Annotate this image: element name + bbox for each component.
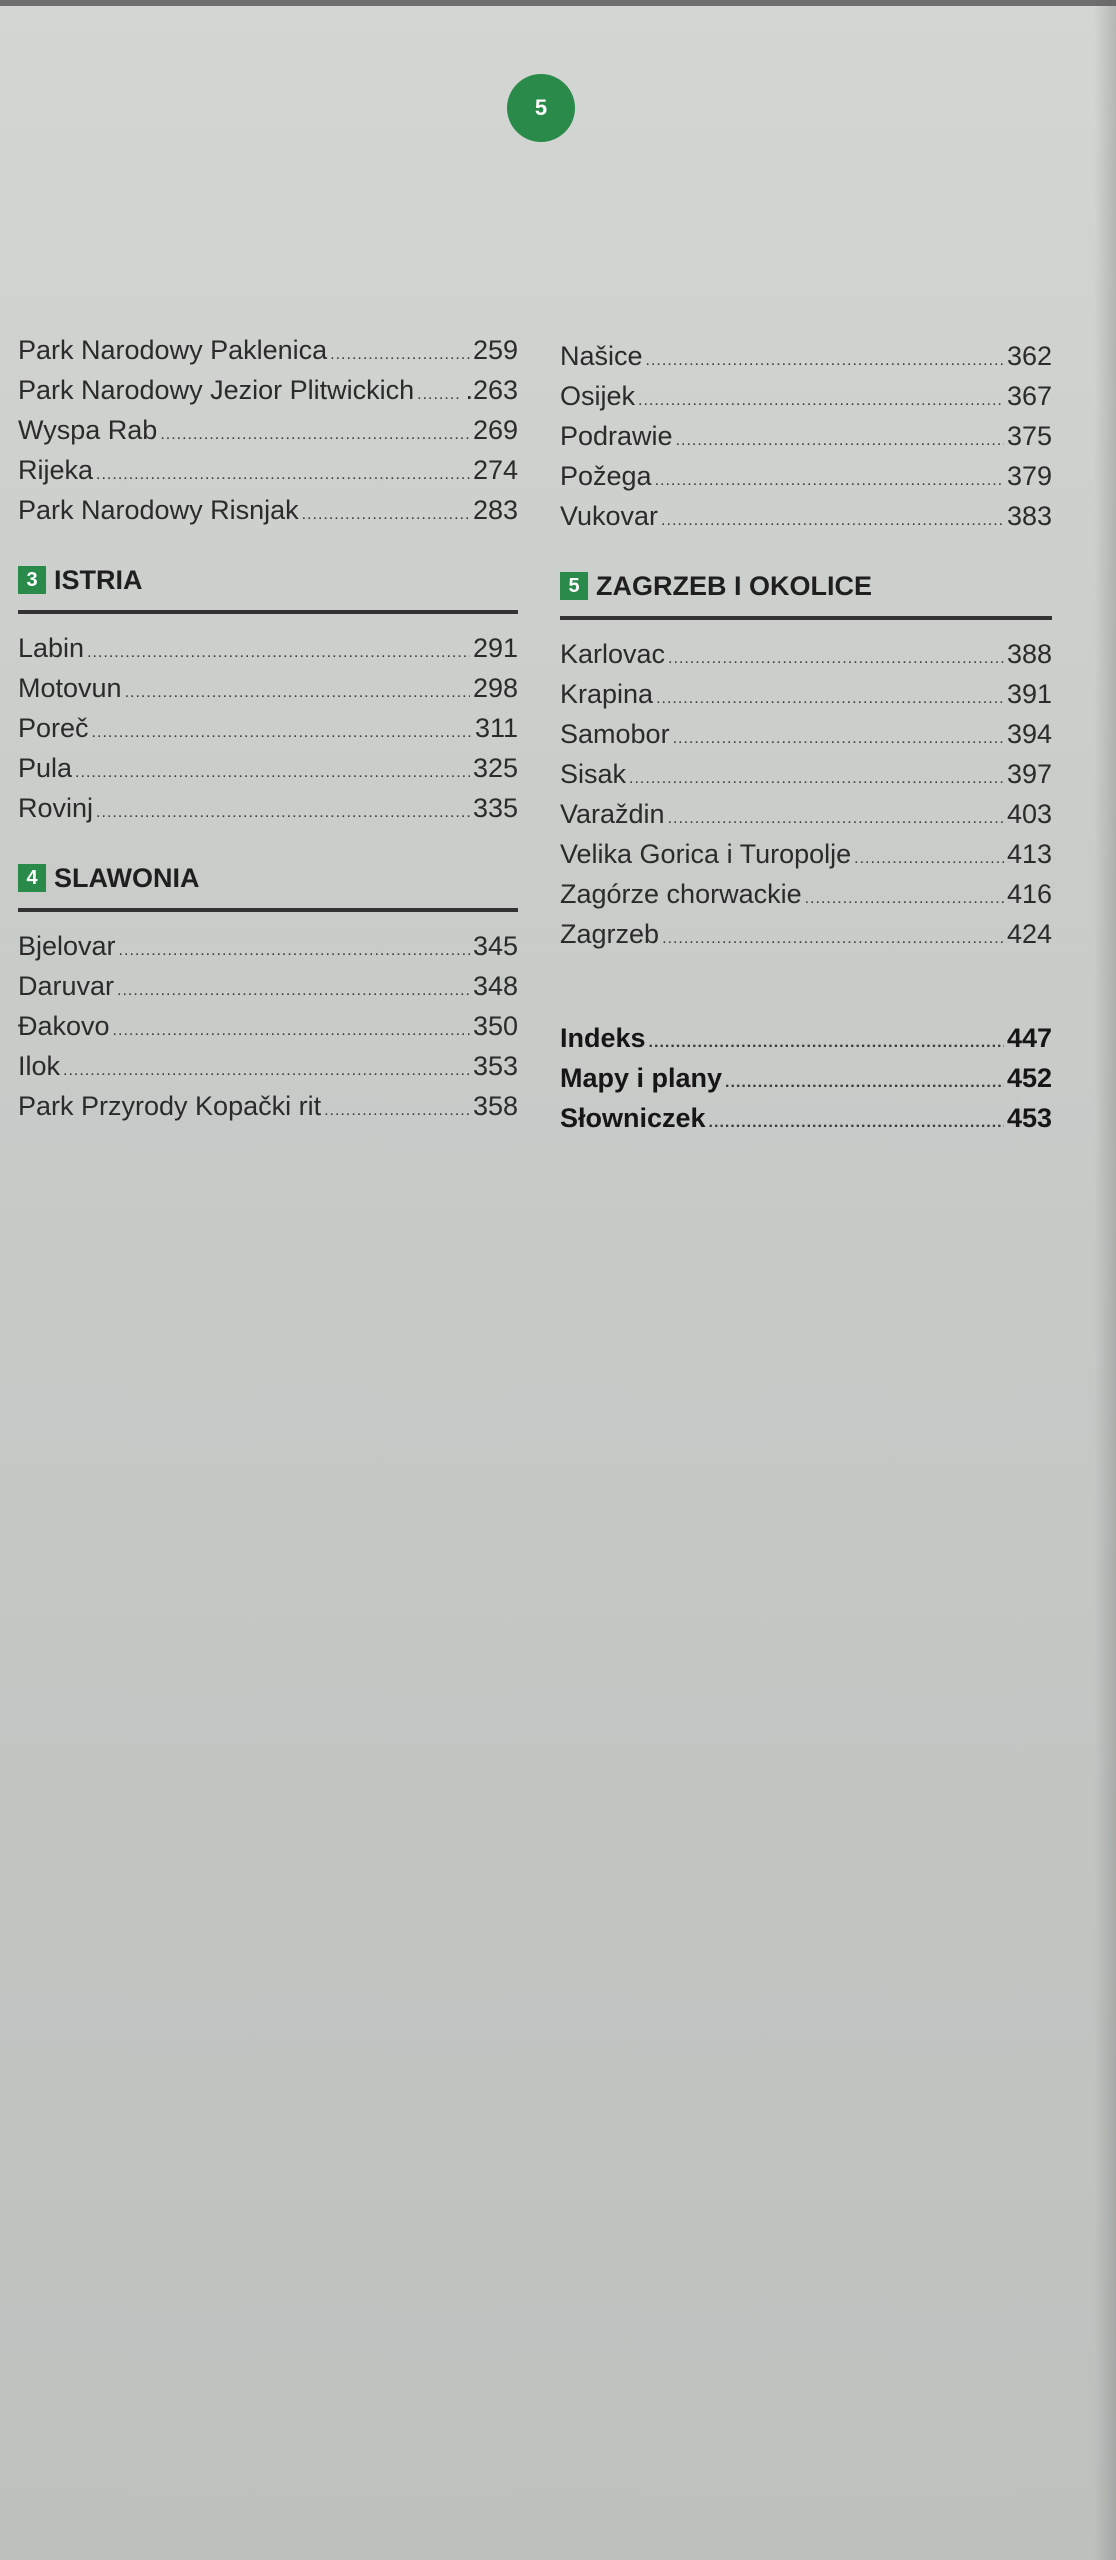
- section-title: SLAWONIA: [54, 862, 200, 893]
- toc-entry[interactable]: [560, 1018, 1052, 1058]
- toc-entry[interactable]: [560, 714, 1052, 754]
- toc-entry-page-number: 447: [1006, 1023, 1052, 1053]
- toc-entry[interactable]: [560, 794, 1052, 834]
- toc-entry[interactable]: [18, 370, 518, 410]
- toc-entry-page-number: 259: [472, 335, 518, 365]
- toc-entry-title: Karlovac: [560, 639, 666, 669]
- toc-entry-page-number: 269: [472, 415, 518, 445]
- toc-entry-title: Požega: [560, 461, 652, 491]
- toc-group-zagrzeb: [560, 634, 1052, 954]
- toc-entry-page-number: 388: [1006, 639, 1052, 669]
- toc-entry[interactable]: [18, 410, 518, 450]
- toc-entry[interactable]: [18, 788, 518, 828]
- toc-entry[interactable]: [560, 1098, 1052, 1138]
- toc-group-continued-right: [560, 336, 1052, 536]
- toc-entry-title: Rijeka: [18, 455, 94, 485]
- toc-entry-title: Krapina: [560, 679, 654, 709]
- toc-entry-page-number: 379: [1006, 461, 1052, 491]
- toc-entry-page-number: 311: [474, 713, 518, 743]
- toc-entry-title: Velika Gorica i Turopolje: [560, 839, 852, 869]
- toc-entry-page-number: 362: [1006, 341, 1052, 371]
- toc-entry-title: Park Narodowy Risnjak: [18, 495, 299, 525]
- toc-entry-page-number: 283: [472, 495, 518, 525]
- toc-entry-page-number: 383: [1006, 501, 1052, 531]
- toc-entry-title: Samobor: [560, 719, 670, 749]
- toc-entry-page-number: 274: [472, 455, 518, 485]
- dot-leader: [417, 375, 462, 415]
- section-title: ISTRIA: [54, 564, 143, 595]
- dot-leader: [655, 461, 1004, 501]
- toc-entry[interactable]: [18, 628, 518, 668]
- toc-entry-title: Mapy i plany: [560, 1063, 723, 1093]
- toc-group-continued: [18, 330, 518, 530]
- dot-leader: [324, 1091, 470, 1131]
- section-heading-slawonia: [18, 856, 518, 900]
- dot-leader: [119, 931, 470, 971]
- toc-group-back-matter: [560, 1018, 1052, 1138]
- toc-left-column: [18, 330, 518, 1126]
- dot-leader: [709, 1103, 1004, 1143]
- toc-entry[interactable]: [560, 674, 1052, 714]
- toc-entry-title: Wyspa Rab: [18, 415, 158, 445]
- toc-entry-title: Zagrzeb: [560, 919, 660, 949]
- section-heading-zagrzeb: [560, 564, 1052, 608]
- toc-entry[interactable]: [560, 336, 1052, 376]
- toc-entry[interactable]: [560, 634, 1052, 674]
- toc-entry-title: Podrawie: [560, 421, 673, 451]
- toc-entry-title: Daruvar: [18, 971, 115, 1001]
- toc-entry[interactable]: [560, 416, 1052, 456]
- dot-leader: [661, 501, 1004, 541]
- toc-entry[interactable]: [18, 490, 518, 530]
- toc-entry-page-number: 397: [1006, 759, 1052, 789]
- toc-entry-page-number: 298: [472, 673, 518, 703]
- dot-leader: [673, 719, 1004, 759]
- toc-entry[interactable]: [18, 966, 518, 1006]
- section-rule: [18, 908, 518, 912]
- page-top-edge: [0, 0, 1116, 6]
- toc-entry-page-number: 350: [472, 1011, 518, 1041]
- toc-entry-page-number: 413: [1006, 839, 1052, 869]
- dot-leader: [676, 421, 1004, 461]
- toc-entry-title: Vukovar: [560, 501, 659, 531]
- toc-entry[interactable]: [560, 874, 1052, 914]
- toc-entry-page-number: 335: [472, 793, 518, 823]
- toc-entry[interactable]: [18, 708, 518, 748]
- toc-group-istria: [18, 628, 518, 828]
- toc-group-slawonia: [18, 926, 518, 1126]
- section-title: ZAGRZEB I OKOLICE: [596, 570, 872, 601]
- toc-entry-page-number: 325: [472, 753, 518, 783]
- toc-entry-title: Osijek: [560, 381, 636, 411]
- toc-entry-page-number: 375: [1006, 421, 1052, 451]
- toc-entry-page-number: 348: [472, 971, 518, 1001]
- dot-leader: [96, 793, 470, 833]
- dot-leader: [75, 753, 470, 793]
- toc-entry-page-number: 358: [472, 1091, 518, 1121]
- toc-entry-page-number: 452: [1006, 1063, 1052, 1093]
- section-number-box: 3: [18, 566, 46, 594]
- toc-entry-title: Labin: [18, 633, 85, 663]
- section-rule: [18, 610, 518, 614]
- toc-entry-page-number: 424: [1006, 919, 1052, 949]
- dot-leader: [92, 713, 472, 753]
- dot-leader: [662, 919, 1004, 959]
- dot-leader: [63, 1051, 470, 1091]
- toc-entry-page-number: 353: [472, 1051, 518, 1081]
- toc-entry-title: Pula: [18, 753, 73, 783]
- dot-leader: [96, 455, 470, 495]
- toc-entry-title: Varaždin: [560, 799, 665, 829]
- toc-entry-title: Ilok: [18, 1051, 61, 1081]
- toc-entry-title: Rovinj: [18, 793, 94, 823]
- dot-leader: [805, 879, 1004, 919]
- toc-entry-title: Sisak: [560, 759, 627, 789]
- toc-entry[interactable]: [18, 926, 518, 966]
- toc-entry[interactable]: [18, 330, 518, 370]
- dot-leader: [113, 1011, 470, 1051]
- toc-entry-title: Indeks: [560, 1023, 646, 1053]
- toc-entry-title: Bjelovar: [18, 931, 116, 961]
- section-rule: [560, 616, 1052, 620]
- toc-entry[interactable]: [18, 668, 518, 708]
- dot-leader: [646, 341, 1004, 381]
- toc-entry-title: Našice: [560, 341, 643, 371]
- toc-entry[interactable]: [560, 376, 1052, 416]
- toc-entry-page-number: 391: [1006, 679, 1052, 709]
- dot-leader: [330, 335, 470, 375]
- toc-entry-title: Słowniczek: [560, 1103, 706, 1133]
- toc-entry-title: Park Narodowy Jezior Plitwickich: [18, 375, 415, 405]
- dot-leader: [649, 1023, 1004, 1063]
- dot-leader: [638, 381, 1004, 421]
- toc-entry-title: Park Narodowy Paklenica: [18, 335, 328, 365]
- toc-entry[interactable]: [560, 456, 1052, 496]
- dot-leader: [117, 971, 470, 1011]
- dot-leader: [160, 415, 470, 455]
- dot-leader: [125, 673, 470, 713]
- dot-leader: [302, 495, 470, 535]
- toc-entry-page-number: 394: [1006, 719, 1052, 749]
- toc-entry[interactable]: [18, 450, 518, 490]
- toc-entry[interactable]: [18, 1046, 518, 1086]
- toc-entry[interactable]: [560, 754, 1052, 794]
- toc-entry-page-number: 345: [472, 931, 518, 961]
- toc-entry[interactable]: [18, 1086, 518, 1126]
- toc-entry-title: Zagórze chorwackie: [560, 879, 802, 909]
- toc-entry[interactable]: [560, 496, 1052, 536]
- toc-entry[interactable]: [18, 1006, 518, 1046]
- toc-entry-title: Poreč: [18, 713, 89, 743]
- toc-entry-page-number: .263: [465, 375, 518, 405]
- toc-entry-title: Motovun: [18, 673, 122, 703]
- toc-entry[interactable]: [560, 834, 1052, 874]
- toc-entry-title: Đakovo: [18, 1011, 110, 1041]
- toc-entry-page-number: 291: [472, 633, 518, 663]
- toc-entry-page-number: 416: [1006, 879, 1052, 909]
- page-shadow-edge: [1094, 0, 1116, 2560]
- dot-leader: [854, 839, 1004, 879]
- toc-right-column: [560, 336, 1052, 1138]
- dot-leader: [668, 799, 1004, 839]
- dot-leader: [668, 639, 1004, 679]
- dot-leader: [87, 633, 470, 673]
- toc-entry-page-number: 453: [1006, 1103, 1052, 1133]
- section-heading-istria: [18, 558, 518, 602]
- toc-entry[interactable]: [560, 914, 1052, 954]
- dot-leader: [629, 759, 1004, 799]
- dot-leader: [725, 1063, 1004, 1103]
- section-number-box: 4: [18, 864, 46, 892]
- toc-entry-page-number: 403: [1006, 799, 1052, 829]
- toc-entry[interactable]: [560, 1058, 1052, 1098]
- dot-leader: [656, 679, 1004, 719]
- toc-entry-page-number: 367: [1006, 381, 1052, 411]
- page-number-badge: 5: [507, 74, 575, 142]
- toc-entry[interactable]: [18, 748, 518, 788]
- section-number-box: 5: [560, 572, 588, 600]
- toc-entry-title: Park Przyrody Kopački rit: [18, 1091, 322, 1121]
